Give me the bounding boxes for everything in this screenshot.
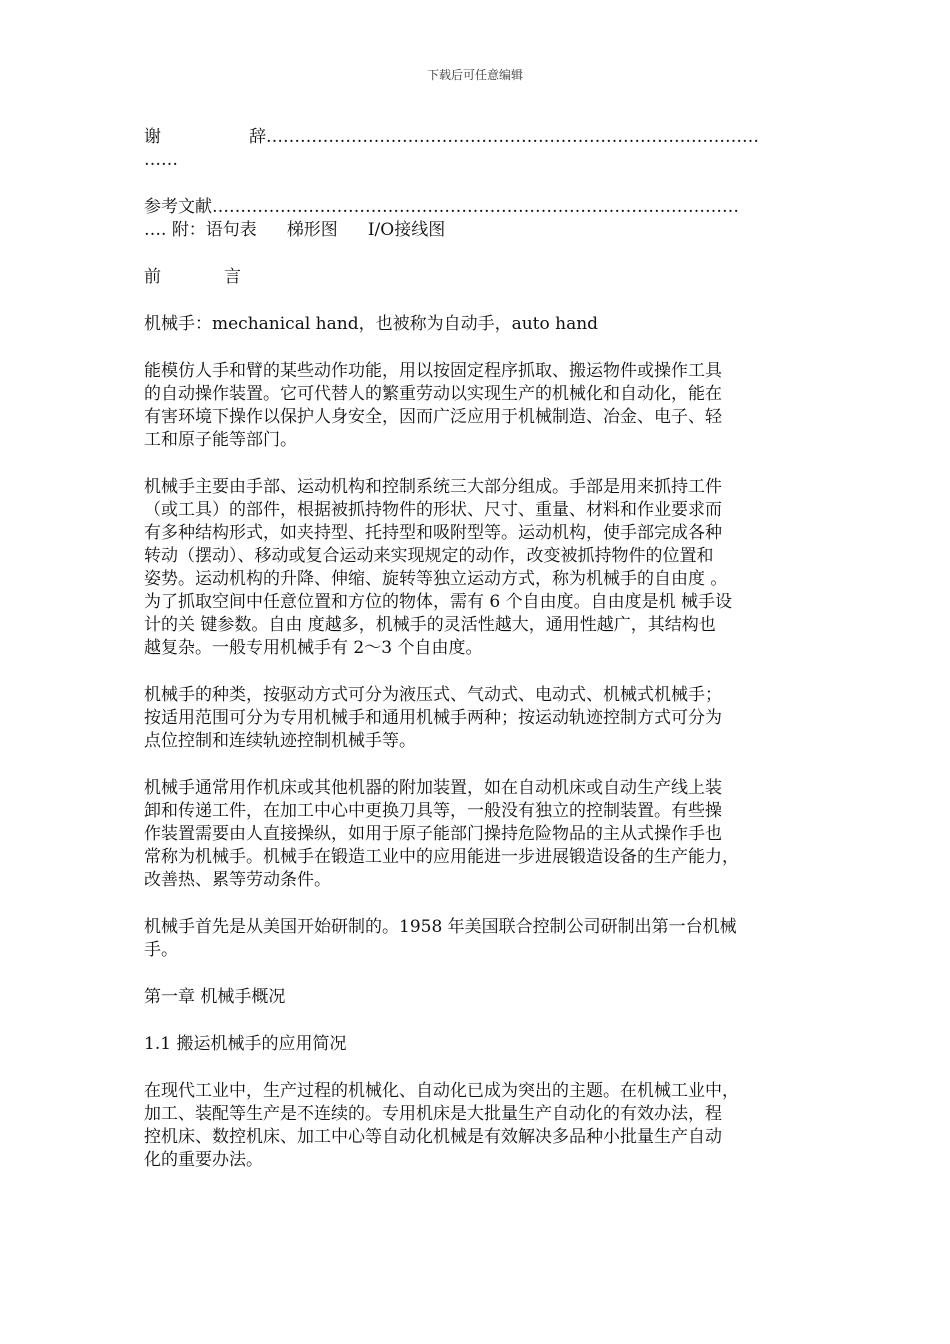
toc-entry-thanks xyxy=(144,126,810,172)
chapter-1-paragraph-1 xyxy=(144,1080,810,1172)
toc-appendix-label: 附：语句表 xyxy=(171,220,257,240)
paragraph-line: 为了抓取空间中任意位置和方位的物体，需有 6 个自由度。自由度是机 械手设 xyxy=(144,592,733,612)
paragraph-line: 点位控制和连续轨迹控制机械手等。 xyxy=(144,731,416,751)
paragraph-line: 机械手通常用作机床或其他机器的附加装置，如在自动机床或自动生产线上装 xyxy=(144,778,722,798)
preface-title xyxy=(144,266,810,289)
preface-title-b: 言 xyxy=(224,267,241,287)
preface-paragraph-2 xyxy=(144,476,810,660)
paragraph-line: 改善热、累等劳动条件。 xyxy=(144,870,331,890)
paragraph-line: 机械手的种类，按驱动方式可分为液压式、气动式、电动式、机械式机械手； xyxy=(144,685,722,705)
toc-thanks-label-b: 辞 xyxy=(249,127,266,147)
paragraph-line: 按适用范围可分为专用机械手和通用机械手两种；按运动轨迹控制方式可分为 xyxy=(144,708,722,728)
paragraph-line: 能模仿人手和臂的某些动作功能，用以按固定程序抓取、搬运物件或操作工具 xyxy=(144,361,722,381)
paragraph-line: 有害环境下操作以保护人身安全，因而广泛应用于机械制造、冶金、电子、轻 xyxy=(144,407,722,427)
paragraph-line: 机械手首先是从美国开始研制的。1958 年美国联合控制公司研制出第一台机械 xyxy=(144,917,737,937)
paragraph-line: 转动（摆动）、移动或复合运动来实现规定的动作，改变被抓持物件的位置和 xyxy=(144,546,714,566)
paragraph-line: 加工、装配等生产是不连续的。专用机床是大批量生产自动化的有效办法，程 xyxy=(144,1104,722,1124)
paragraph-line: 在现代工业中，生产过程的机械化、自动化已成为突出的主题。在机械工业中， xyxy=(144,1081,739,1101)
paragraph-line: （或工具）的部件，根据被抓持物件的形状、尺寸、重量、材料和作业要求而 xyxy=(144,500,722,520)
paragraph-line: 控机床、数控机床、加工中心等自动化机械是有效解决多品种小批量生产自动 xyxy=(144,1127,722,1147)
paragraph-line: 姿势。运动机构的升降、伸缩、旋转等独立运动方式，称为机械手的自由度 。 xyxy=(144,569,728,589)
paragraph-line: 工和原子能等部门。 xyxy=(144,430,297,450)
toc-entry-references xyxy=(144,196,810,242)
toc-references-label: 参考文献 xyxy=(144,197,212,217)
toc-references-dots: ………………………………………………………………………………… xyxy=(212,197,739,217)
toc-thanks-dots-wrap: …… xyxy=(144,150,178,170)
paragraph-line: 的自动操作装置。它可代替人的繁重劳动以实现生产的机械化和自动化，能在 xyxy=(144,384,722,404)
toc-thanks-label-a: 谢 xyxy=(144,127,161,147)
paragraph-line: 化的重要办法。 xyxy=(144,1150,263,1170)
preface-title-a: 前 xyxy=(144,267,161,287)
preface-paragraph-4 xyxy=(144,777,810,892)
preface-paragraph-1 xyxy=(144,360,810,452)
paragraph-line: 作装置需要由人直接操纵，如用于原子能部门操持危险物品的主从式操作手也 xyxy=(144,824,722,844)
paragraph-line: 有多种结构形式，如夹持型、托持型和吸附型等。运动机构，使手部完成各种 xyxy=(144,523,722,543)
paragraph-line: 越复杂。一般专用机械手有 2～3 个自由度。 xyxy=(144,638,483,658)
paragraph-line: 机械手主要由手部、运动机构和控制系统三大部分组成。手部是用来抓持工件 xyxy=(144,477,722,497)
chapter-1-title: 第一章 机械手概况 xyxy=(144,987,286,1007)
toc-thanks-dots: …………………………………………………………………………… xyxy=(266,127,759,147)
toc-references-dots-wrap: …. xyxy=(144,220,167,240)
document-body xyxy=(144,126,810,1172)
preface-paragraph-5 xyxy=(144,916,810,962)
paragraph-line: 手。 xyxy=(144,940,178,960)
toc-appendix-item-io: I/O接线图 xyxy=(367,220,446,240)
preface-paragraph-3 xyxy=(144,684,810,753)
paragraph-line: 计的关 键参数。自由 度越多，机械手的灵活性越大，通用性越广，其结构也 xyxy=(144,615,716,635)
preface-definition: 机械手：mechanical hand，也被称为自动手，auto hand xyxy=(144,314,599,334)
paragraph-line: 常称为机械手。机械手在锻造工业中的应用能进一步进展锻造设备的生产能力， xyxy=(144,847,739,867)
page-header-note: 下载后可任意编辑 xyxy=(426,68,523,82)
section-1-1-title: 1.1 搬运机械手的应用简况 xyxy=(144,1034,347,1054)
paragraph-line: 卸和传递工件，在加工中心中更换刀具等，一般没有独立的控制装置。有些操 xyxy=(144,801,722,821)
toc-appendix-item-ladder: 梯形图 xyxy=(286,220,338,240)
